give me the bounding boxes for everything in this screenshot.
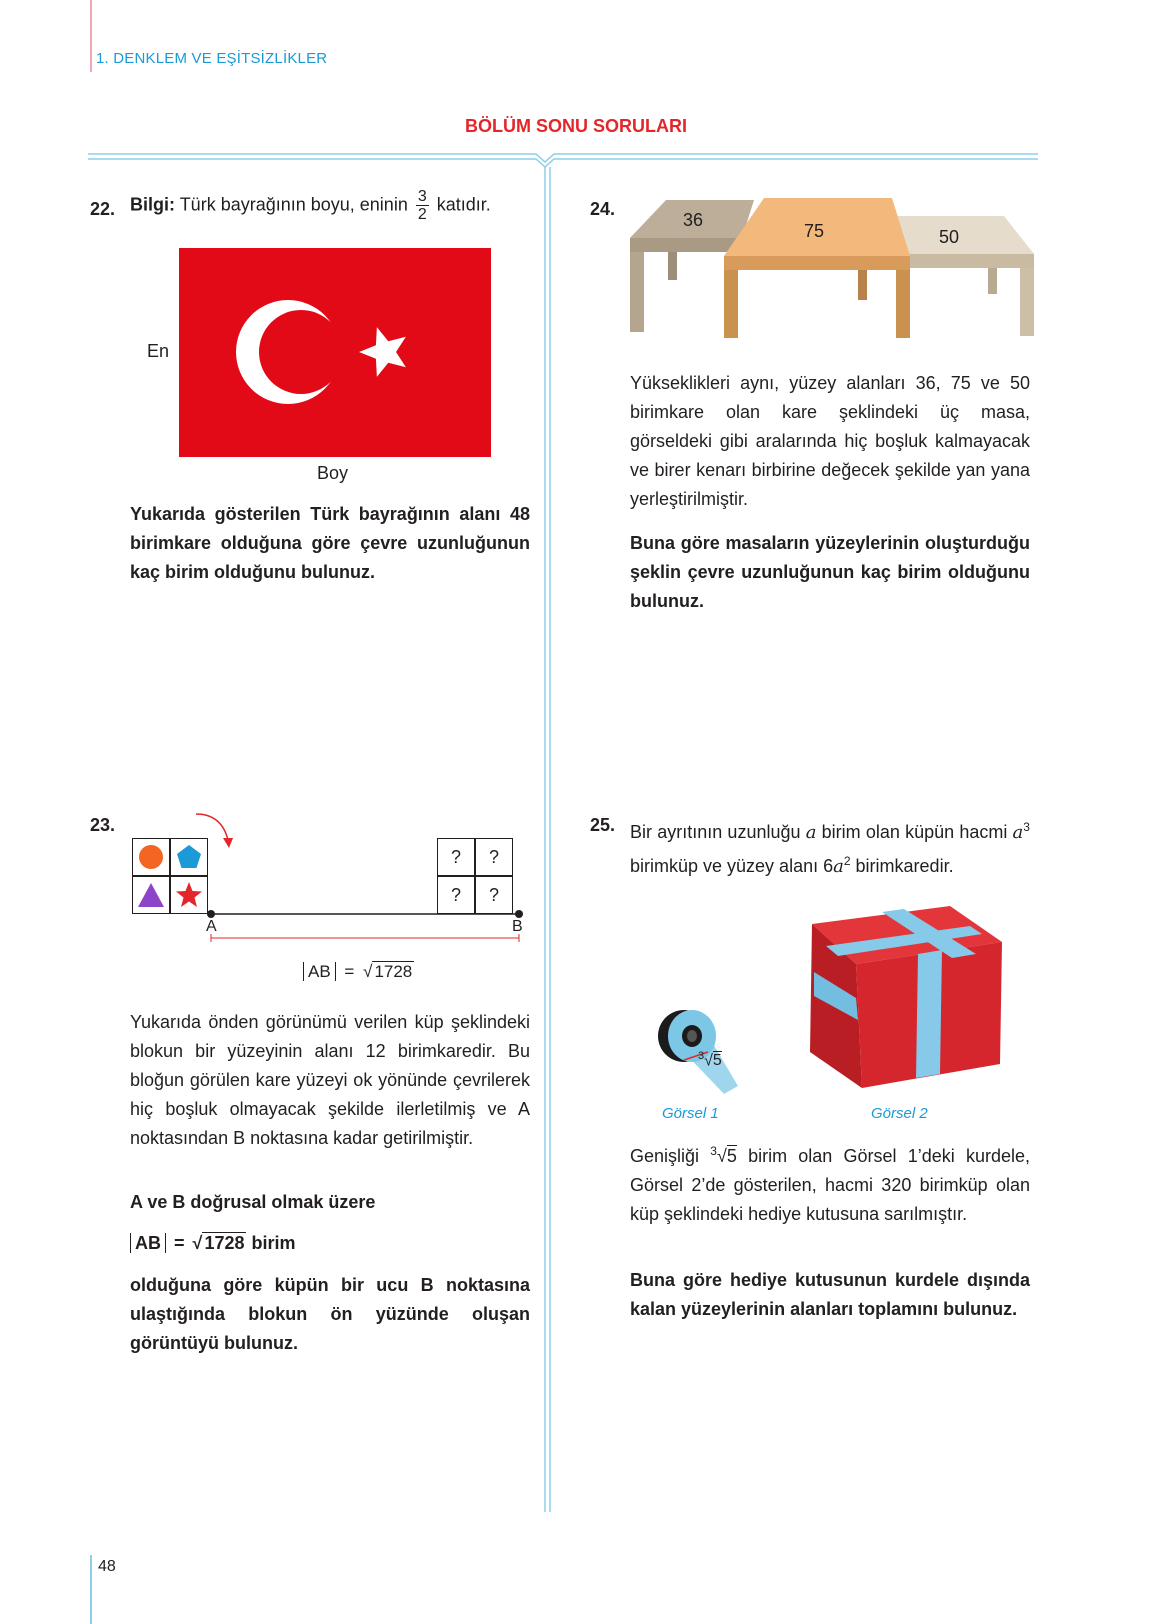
formula-ab: AB [130, 1233, 166, 1253]
figure-2-caption: Görsel 2 [871, 1105, 928, 1122]
question-24-prompt: Buna göre masaların yüzeylerinin oluşturduğu şeklin çevre uzunluğunun kaç birim olduğunu bulunuz. [630, 533, 1030, 611]
question-23-number: 23. [90, 815, 116, 835]
question-24-number: 24. [590, 199, 616, 219]
question-25-number: 25. [590, 815, 616, 835]
cube-face-cell [132, 838, 170, 876]
margin-rule-top [90, 0, 92, 72]
ab-abs-label: AB [303, 962, 336, 981]
formula-unit: birim [251, 1233, 296, 1253]
equals-sign: = [344, 962, 355, 981]
flag-width-label: En [147, 341, 170, 361]
text-segment: Genişliği [630, 1146, 700, 1166]
unknown-cell: ? [475, 838, 513, 876]
table-area-50: 50 [939, 227, 960, 247]
info-text-b: katıdır. [436, 194, 491, 215]
variable-a: a [833, 856, 844, 877]
question-22-prompt: Yukarıda gösterilen Türk bayrağının alanı 48 birimkare olduğuna göre çevre uzunluğunun kaç birim olduğunu bulunuz. [130, 504, 530, 582]
text-segment: birimküp ve yüzey alanı 6 [630, 856, 834, 876]
question-25-text [630, 813, 1030, 881]
cube-face-cell [170, 838, 208, 876]
exponent-3: 3 [1023, 820, 1030, 834]
info-label: Bilgi: [130, 194, 175, 215]
orange-circle-icon [136, 842, 166, 872]
unknown-cell: ? [437, 876, 475, 914]
margin-rule-bottom [90, 1555, 92, 1624]
question-25-prompt: Buna göre hediye kutusunun kurdele dışında kalan yüzeylerinin alanları toplamını bulunuz. [630, 1270, 1030, 1319]
point-a-dot [207, 910, 215, 918]
point-b-dot [515, 910, 523, 918]
question-23-prompt: olduğuna göre küpün bir ucu B noktasına ulaştığında blokun ön yüzünde oluşan görüntüyü bulunuz. [130, 1275, 530, 1353]
question-23-condition: A ve B doğrusal olmak üzere [130, 1192, 376, 1212]
question-24-text: Yükseklikleri aynı, yüzey alanları 36, 75 ve 50 birimkare olan kare şeklindeki üç masa, görseldeki gibi aralarında hiç boşluk kalmayacak ve birer kenarı birbirine değecek şekilde yan yana yerleştirilmiştir. [630, 373, 1030, 509]
ab-length-formula [303, 962, 414, 982]
variable-a: a [1012, 822, 1024, 843]
text-segment: birimkaredir. [855, 856, 954, 876]
question-22-info [130, 188, 491, 223]
variable-a: a [805, 822, 817, 843]
exponent-2: 2 [843, 854, 851, 868]
question-22-number: 22. [90, 199, 116, 219]
root-index: 3 [710, 1144, 717, 1158]
unknown-cell: ? [437, 838, 475, 876]
chapter-heading: 1. DENKLEM VE EŞİTSİZLİKLER [96, 50, 328, 67]
text-segment: Bir ayrıtının uzunluğu [630, 822, 801, 842]
turkish-flag [179, 248, 491, 457]
question-23-formula: AB = √ 1728 birim [130, 1229, 296, 1258]
text-segment: birim olan Görsel 1’deki kurdele, Görsel 2’de gösterilen, hacmi 320 birimküp olan küp şeklindeki hediye kutusuna sarılmıştır. [630, 1146, 1030, 1224]
text-segment: birim olan küpün hacmi [821, 822, 1008, 842]
sqrt-icon: √ [716, 1146, 727, 1166]
flag-length-label: Boy [317, 463, 349, 483]
sqrt-icon: √ [192, 1233, 203, 1253]
sqrt-icon: √ [363, 962, 373, 981]
ribbon-width-label [698, 1050, 722, 1070]
table-area-36: 36 [683, 210, 704, 230]
cube-face-cell [132, 876, 170, 914]
blue-pentagon-icon [174, 842, 204, 872]
figure-1-caption: Görsel 1 [662, 1105, 719, 1122]
info-text-a: Türk bayrağının boyu, eninin [179, 194, 408, 215]
gift-box-illustration [800, 902, 1010, 1090]
root-index: 3 [698, 1050, 705, 1062]
point-a-label: A [206, 918, 217, 935]
page-number: 48 [98, 1558, 116, 1575]
question-23-text: Yukarıda önden görünümü verilen küp şeklindeki blokun bir yüzeyinin alanı 12 birimkaredir. Bu bloğun görülen kare yüzeyi ok yönünde çevrilerek hiç boşluk olmayacak şekilde ilerletilmiş ve A noktasından B noktasına kadar getirilmiştir. [130, 1012, 530, 1148]
purple-triangle-icon [136, 880, 166, 910]
fraction-three-halves: $\frac{3}{2}$ [417, 188, 427, 223]
ab-segment [200, 905, 530, 945]
root-radicand: 5 [712, 1052, 722, 1070]
question-25-text-2 [630, 1137, 1030, 1229]
section-title: BÖLÜM SONU SORULARI [465, 116, 687, 136]
point-b-label: B [512, 918, 523, 935]
root-radicand: 5 [726, 1146, 737, 1166]
unknown-cell: ? [475, 876, 513, 914]
table-area-75: 75 [804, 221, 825, 241]
sqrt-radicand: 1728 [374, 962, 413, 981]
formula-radicand: 1728 [204, 1233, 245, 1253]
sqrt-icon: √ [704, 1052, 713, 1070]
